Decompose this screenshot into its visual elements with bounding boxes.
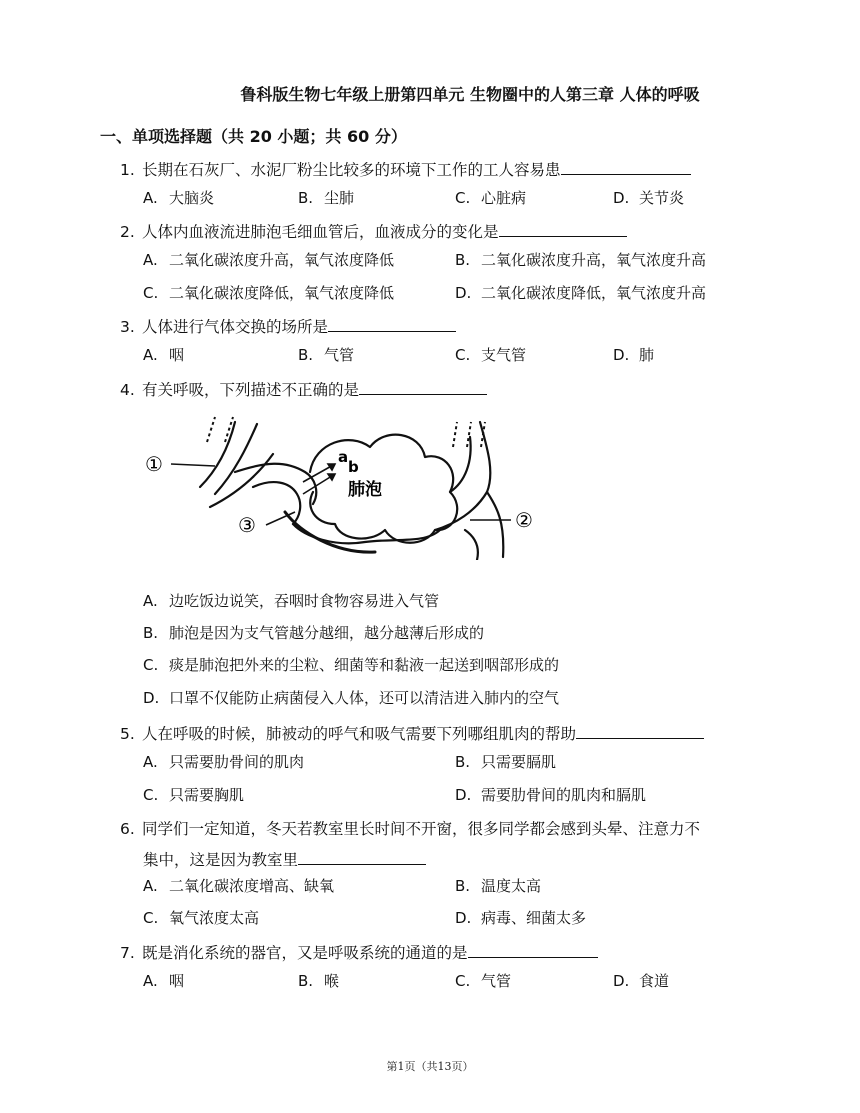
answer-blank [499, 221, 627, 237]
option-b: B. 肺泡是因为支气管越分越细，越分越薄后形成的 [143, 624, 485, 642]
option-c: C. 支气管 [455, 346, 527, 364]
option-b: B. 只需要膈肌 [455, 753, 557, 771]
answer-blank [561, 159, 691, 175]
option-c: C. 心脏病 [455, 189, 527, 207]
option-d: D. 口罩不仅能防止病菌侵入人体，还可以清洁进入肺内的空气 [143, 689, 560, 707]
dotted-arrow [453, 422, 457, 447]
label-a: a [338, 448, 349, 466]
option-a: A. 大脑炎 [143, 189, 215, 207]
option-a: A. 咽 [143, 972, 185, 990]
option-c: C. 二氧化碳浓度降低，氧气浓度降低 [143, 284, 395, 302]
question-6: 6. 同学们一定知道，冬天若教室里长时间不开窗，很多同学都会感到头晕、注意力不 [120, 820, 701, 838]
question-1: 1. 长期在石灰厂、水泥厂粉尘比较多的环境下工作的工人容易患 [120, 158, 691, 180]
option-d: D. 需要肋骨间的肌肉和膈肌 [455, 786, 647, 804]
answer-blank [328, 316, 456, 332]
arrowhead [328, 474, 335, 480]
option-d: D. 食道 [613, 972, 670, 990]
answer-blank [576, 723, 704, 739]
section-heading: 一、单项选择题（共 20 小题；共 60 分） [100, 127, 407, 146]
alveolus-diagram [135, 412, 555, 560]
label-b: b [348, 458, 359, 476]
bronchiole-line [235, 464, 316, 504]
option-d: D. 二氧化碳浓度降低，氧气浓度升高 [455, 284, 707, 302]
label-three: ③ [238, 513, 256, 537]
bronchiole-line [253, 482, 300, 524]
question-3: 3. 人体进行气体交换的场所是 [120, 315, 456, 337]
vessel-line [465, 530, 478, 560]
question-stem: 同学们一定知道，冬天若教室里长时间不开窗，很多同学都会感到头晕、注意力不 [142, 820, 701, 838]
alveolus-outline [310, 435, 457, 543]
question-stem: 人体进行气体交换的场所是 [142, 318, 329, 336]
option-d: D. 肺 [613, 346, 655, 364]
vessel-line [487, 492, 503, 557]
option-a: A. 二氧化碳浓度增高、缺氧 [143, 877, 335, 895]
question-stem: 既是消化系统的器官，又是呼吸系统的通道的是 [142, 944, 468, 962]
answer-blank [298, 849, 426, 865]
document-title: 鲁科版生物七年级上册第四单元 生物圈中的人第三章 人体的呼吸 [240, 85, 700, 104]
option-b: B. 温度太高 [455, 877, 542, 895]
option-c: C. 痰是肺泡把外来的尘粒、细菌等和黏液一起送到咽部形成的 [143, 656, 560, 674]
option-a: A. 边吃饭边说笑，吞咽时食物容易进入气管 [143, 592, 440, 610]
question-stem: 长期在石灰厂、水泥厂粉尘比较多的环境下工作的工人容易患 [142, 161, 561, 179]
question-7: 7. 既是消化系统的器官，又是呼吸系统的通道的是 [120, 941, 598, 963]
question-2: 2. 人体内血液流进肺泡毛细血管后，血液成分的变化是 [120, 220, 627, 242]
option-d: D. 关节炎 [613, 189, 685, 207]
option-c: C. 只需要胸肌 [143, 786, 245, 804]
label-two: ② [515, 508, 533, 532]
option-a: A. 咽 [143, 346, 185, 364]
label-one: ① [145, 452, 163, 476]
option-a: A. 只需要肋骨间的肌肉 [143, 753, 305, 771]
arrowhead [328, 464, 335, 470]
question-6-continued [143, 848, 426, 870]
dotted-arrow [207, 417, 215, 442]
option-b: B. 二氧化碳浓度升高，氧气浓度升高 [455, 251, 707, 269]
answer-blank [468, 942, 598, 958]
option-a: A. 二氧化碳浓度升高，氧气浓度降低 [143, 251, 395, 269]
option-b: B. 尘肺 [298, 189, 355, 207]
question-5: 5. 人在呼吸的时候，肺被动的呼气和吸气需要下列哪组肌肉的帮助 [120, 722, 704, 744]
answer-blank [359, 379, 487, 395]
question-stem: 人体内血液流进肺泡毛细血管后，血液成分的变化是 [142, 223, 499, 241]
option-c: C. 气管 [455, 972, 512, 990]
capillary-line [293, 524, 440, 543]
label-alveolus: 肺泡 [348, 480, 382, 500]
option-c: C. 氧气浓度太高 [143, 909, 260, 927]
question-stem: 人在呼吸的时候，肺被动的呼气和吸气需要下列哪组肌肉的帮助 [142, 725, 577, 743]
option-b: B. 气管 [298, 346, 355, 364]
page-footer: 第1页（共13页） [386, 1060, 474, 1073]
leader-line-1 [171, 464, 215, 466]
option-b: B. 喉 [298, 972, 340, 990]
question-stem: 有关呼吸，下列描述不正确的是 [142, 381, 360, 399]
option-d: D. 病毒、细菌太多 [455, 909, 587, 927]
question-4: 4. 有关呼吸，下列描述不正确的是 [120, 378, 487, 400]
question-stem: 集中，这是因为教室里 [143, 851, 299, 869]
